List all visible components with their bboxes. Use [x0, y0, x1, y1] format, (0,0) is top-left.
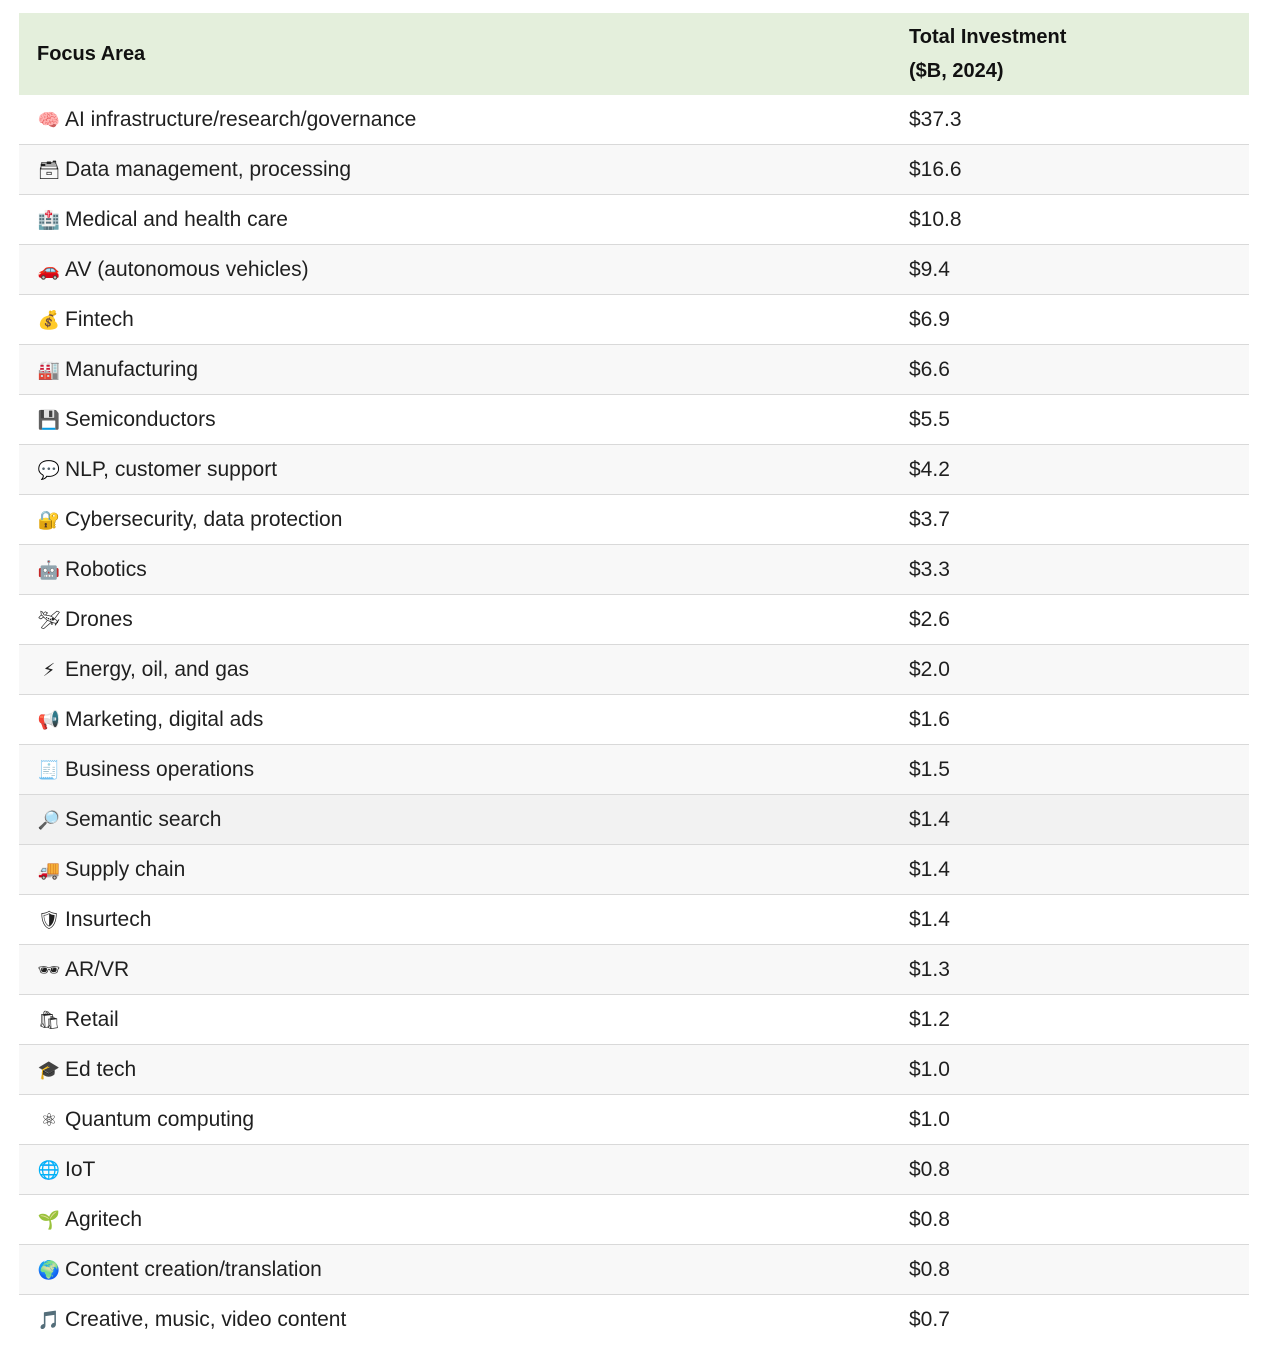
investment-value: $0.8: [909, 1207, 950, 1231]
focus-area-label: NLP, customer support: [65, 457, 278, 481]
focus-area-label: Manufacturing: [65, 357, 199, 381]
focus-area-cell: [19, 995, 891, 1045]
megaphone-icon: 📢: [37, 709, 61, 731]
focus-area-cell: [19, 845, 891, 895]
table-row: [19, 995, 1249, 1045]
focus-area-label: Drones: [65, 607, 133, 631]
focus-area-cell: [19, 595, 891, 645]
investment-value-cell: [891, 1245, 1249, 1295]
table-row: [19, 745, 1249, 795]
table-row: [19, 795, 1249, 845]
small-airplane-icon: 🛩: [37, 609, 61, 631]
total-investment-header-line1: Total Investment: [909, 26, 1067, 48]
hospital-icon: 🏥: [37, 209, 61, 231]
focus-area-cell: [19, 795, 891, 845]
investment-value: $5.5: [909, 407, 950, 431]
investment-value: $1.4: [909, 857, 950, 881]
focus-area-label: AV (autonomous vehicles): [65, 257, 309, 281]
investment-value: $37.3: [909, 107, 962, 131]
investment-value-cell: [891, 1145, 1249, 1195]
investment-value: $1.2: [909, 1007, 950, 1031]
investment-value: $4.2: [909, 457, 950, 481]
table-row: [19, 945, 1249, 995]
earth-globe-icon: 🌍: [37, 1259, 61, 1281]
investment-value-cell: [891, 395, 1249, 445]
table-row: [19, 395, 1249, 445]
focus-area-label: AR/VR: [65, 957, 130, 981]
investment-value: $6.9: [909, 307, 950, 331]
investment-value-cell: [891, 995, 1249, 1045]
focus-area-label: Semiconductors: [65, 407, 216, 431]
investment-value-cell: [891, 445, 1249, 495]
investment-value-cell: [891, 95, 1249, 145]
table-row: [19, 195, 1249, 245]
focus-area-cell: [19, 295, 891, 345]
table-row: [19, 495, 1249, 545]
focus-area-label: Ed tech: [65, 1057, 137, 1081]
table-body: [19, 95, 1249, 1344]
focus-area-cell: [19, 1195, 891, 1245]
table-row: [19, 345, 1249, 395]
receipt-icon: 🧾: [37, 759, 61, 781]
table-row: [19, 295, 1249, 345]
investment-value: $16.6: [909, 157, 962, 181]
shield-icon: 🛡: [37, 909, 61, 931]
focus-area-cell: [19, 645, 891, 695]
investment-value: $10.8: [909, 207, 962, 231]
car-icon: 🚗: [37, 259, 61, 281]
focus-area-label: Supply chain: [65, 857, 186, 881]
focus-area-label: Retail: [65, 1007, 119, 1031]
locked-with-key-icon: 🔐: [37, 509, 61, 531]
focus-area-header: [19, 13, 891, 95]
table-row: [19, 245, 1249, 295]
focus-area-label: Data management, processing: [65, 157, 351, 181]
musical-note-icon: 🎵: [37, 1309, 61, 1331]
investment-value-cell: [891, 1195, 1249, 1245]
focus-area-cell: [19, 95, 891, 145]
focus-area-cell: [19, 545, 891, 595]
focus-area-cell: [19, 345, 891, 395]
table-row: [19, 895, 1249, 945]
table-row: [19, 545, 1249, 595]
focus-area-label: Energy, oil, and gas: [65, 657, 250, 681]
investment-value: $1.3: [909, 957, 950, 981]
investment-value-cell: [891, 495, 1249, 545]
investment-value: $2.0: [909, 657, 950, 681]
delivery-truck-icon: 🚚: [37, 859, 61, 881]
robot-icon: 🤖: [37, 559, 61, 581]
investment-value-cell: [891, 695, 1249, 745]
speech-bubble-icon: 💬: [37, 459, 61, 481]
focus-area-cell: [19, 145, 891, 195]
table-row: [19, 145, 1249, 195]
investment-value: $1.4: [909, 807, 950, 831]
graduation-cap-icon: 🎓: [37, 1059, 61, 1081]
investment-value-cell: [891, 295, 1249, 345]
focus-area-cell: [19, 1295, 891, 1345]
focus-area-label: Content creation/translation: [65, 1257, 322, 1281]
table-row: [19, 695, 1249, 745]
focus-area-cell: [19, 1095, 891, 1145]
focus-area-cell: [19, 1145, 891, 1195]
investment-value: $3.3: [909, 557, 950, 581]
focus-area-cell: [19, 1245, 891, 1295]
focus-area-label: IoT: [65, 1157, 96, 1181]
investment-value-cell: [891, 345, 1249, 395]
card-file-box-icon: 🗃: [37, 159, 61, 181]
focus-area-cell: [19, 945, 891, 995]
focus-area-label: Semantic search: [65, 807, 222, 831]
investment-value: $2.6: [909, 607, 950, 631]
focus-area-label: Business operations: [65, 757, 255, 781]
floppy-disk-icon: 💾: [37, 409, 61, 431]
investment-value-cell: [891, 895, 1249, 945]
table-row: [19, 1045, 1249, 1095]
investment-value-cell: [891, 1045, 1249, 1095]
magnifying-glass-icon: 🔎: [37, 809, 61, 831]
focus-area-cell: [19, 195, 891, 245]
investment-value: $6.6: [909, 357, 950, 381]
investment-value-cell: [891, 945, 1249, 995]
focus-area-label: Robotics: [65, 557, 147, 581]
seedling-icon: 🌱: [37, 1209, 61, 1231]
investment-value: $0.7: [909, 1307, 950, 1331]
globe-meridians-icon: 🌐: [37, 1159, 61, 1181]
factory-icon: 🏭: [37, 359, 61, 381]
investment-value: $1.4: [909, 907, 950, 931]
investment-value: $9.4: [909, 257, 950, 281]
investment-value: $3.7: [909, 507, 950, 531]
table-row: [19, 1295, 1249, 1345]
money-bag-icon: 💰: [37, 309, 61, 331]
investment-value-cell: [891, 845, 1249, 895]
focus-area-cell: [19, 445, 891, 495]
investment-value-cell: [891, 795, 1249, 845]
table-row: [19, 645, 1249, 695]
table-row: [19, 1245, 1249, 1295]
investment-value: $1.5: [909, 757, 950, 781]
investment-value-cell: [891, 595, 1249, 645]
atom-icon: ⚛: [40, 1109, 58, 1131]
header-row: [19, 13, 1249, 95]
focus-area-cell: [19, 395, 891, 445]
total-investment-header-line2: ($B, 2024): [909, 60, 1004, 82]
investment-value-cell: [891, 1295, 1249, 1345]
investment-value-cell: [891, 145, 1249, 195]
investment-value: $1.0: [909, 1057, 950, 1081]
shopping-bags-icon: 🛍: [37, 1009, 61, 1031]
investment-value-cell: [891, 645, 1249, 695]
investment-value-cell: [891, 1095, 1249, 1145]
focus-area-cell: [19, 745, 891, 795]
focus-area-cell: [19, 695, 891, 745]
focus-area-label: Marketing, digital ads: [65, 707, 264, 731]
table-row: [19, 845, 1249, 895]
focus-area-label: Cybersecurity, data protection: [65, 507, 343, 531]
table-row: [19, 1195, 1249, 1245]
focus-area-cell: [19, 1045, 891, 1095]
total-investment-header: [891, 13, 1249, 95]
table-row: [19, 445, 1249, 495]
investment-table: [19, 13, 1249, 1344]
table-row: [19, 95, 1249, 145]
investment-value: $1.0: [909, 1107, 950, 1131]
investment-table-container: [19, 13, 1249, 1344]
table-row: [19, 1145, 1249, 1195]
investment-value: $0.8: [909, 1257, 950, 1281]
investment-value-cell: [891, 545, 1249, 595]
focus-area-cell: [19, 245, 891, 295]
investment-value-cell: [891, 195, 1249, 245]
focus-area-label: Insurtech: [65, 907, 152, 931]
table-row: [19, 1095, 1249, 1145]
investment-value-cell: [891, 745, 1249, 795]
brain-icon: 🧠: [37, 109, 61, 131]
sunglasses-icon: 🕶: [37, 959, 61, 981]
focus-area-label: Agritech: [65, 1207, 143, 1231]
focus-area-label: AI infrastructure/research/governance: [65, 107, 417, 131]
focus-area-cell: [19, 495, 891, 545]
focus-area-label: Quantum computing: [65, 1107, 255, 1131]
focus-area-header-label: Focus Area: [37, 43, 146, 65]
focus-area-label: Medical and health care: [65, 207, 288, 231]
focus-area-cell: [19, 895, 891, 945]
table-header: [19, 13, 1249, 95]
focus-area-label: Fintech: [65, 307, 134, 331]
lightning-icon: ⚡: [42, 659, 56, 681]
investment-value: $1.6: [909, 707, 950, 731]
investment-value-cell: [891, 245, 1249, 295]
table-row: [19, 595, 1249, 645]
focus-area-label: Creative, music, video content: [65, 1307, 347, 1331]
investment-value: $0.8: [909, 1157, 950, 1181]
